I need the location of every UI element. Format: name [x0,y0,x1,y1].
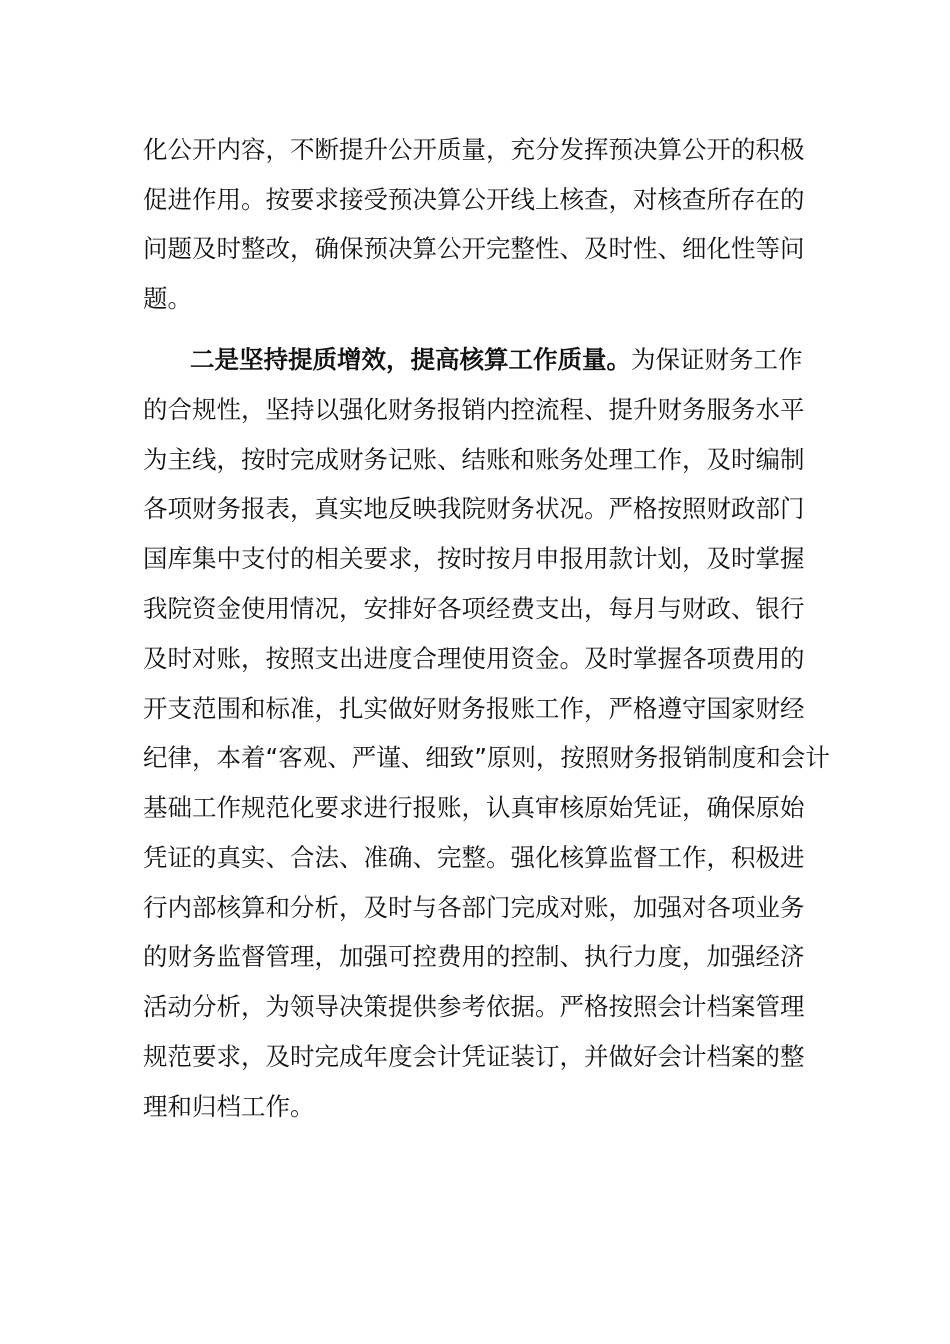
paragraph-2-line-2: 的合规性，坚持以强化财务报销内控流程、提升财务服务水平 [143,395,805,424]
paragraph-2-line-9: 纪律，本着“客观、严谨、细致”原则，按照财务报销制度和会计 [143,743,830,772]
paragraph-2-line-4: 各项财务报表，真实地反映我院财务状况。严格按照财政部门 [143,494,805,523]
paragraph-2-line-13: 的财务监督管理，加强可控费用的控制、执行力度，加强经济 [143,942,805,971]
paragraph-2-line-1 [190,340,803,380]
paragraph-2-line-15: 规范要求，及时完成年度会计凭证装订，并做好会计档案的整 [143,1042,805,1071]
paragraph-2-first-line-text: 为保证财务工作 [631,345,803,374]
paragraph-2-line-12: 行内部核算和分析，及时与各部门完成对账，加强对各项业务 [143,893,805,922]
paragraph-1-line-1: 化公开内容，不断提升公开质量，充分发挥预决算公开的积极 [143,135,805,164]
paragraph-2-line-14: 活动分析，为领导决策提供参考依据。严格按照会计档案管理 [143,992,805,1021]
paragraph-2-line-5: 国库集中支付的相关要求，按时按月申报用款计划，及时掌握 [143,544,805,573]
paragraph-1-line-2: 促进作用。按要求接受预决算公开线上核查，对核查所存在的 [143,185,805,214]
paragraph-1-line-4: 题。 [143,284,192,313]
paragraph-2-line-3: 为主线，按时完成财务记账、结账和账务处理工作，及时编制 [143,445,805,474]
paragraph-2-line-16: 理和归档工作。 [143,1092,315,1121]
paragraph-1-line-3: 问题及时整改，确保预决算公开完整性、及时性、细化性等问 [143,234,805,263]
paragraph-2-line-8: 开支范围和标准，扎实做好财务报账工作，严格遵守国家财经 [143,694,805,723]
paragraph-2-heading: 二是坚持提质增效，提高核算工作质量。 [190,345,631,374]
paragraph-2-line-11: 凭证的真实、合法、准确、完整。强化核算监督工作，积极进 [143,843,805,872]
paragraph-2-line-6: 我院资金使用情况，安排好各项经费支出，每月与财政、银行 [143,594,805,623]
paragraph-2-line-7: 及时对账，按照支出进度合理使用资金。及时掌握各项费用的 [143,644,805,673]
paragraph-2-line-10: 基础工作规范化要求进行报账，认真审核原始凭证，确保原始 [143,793,805,822]
